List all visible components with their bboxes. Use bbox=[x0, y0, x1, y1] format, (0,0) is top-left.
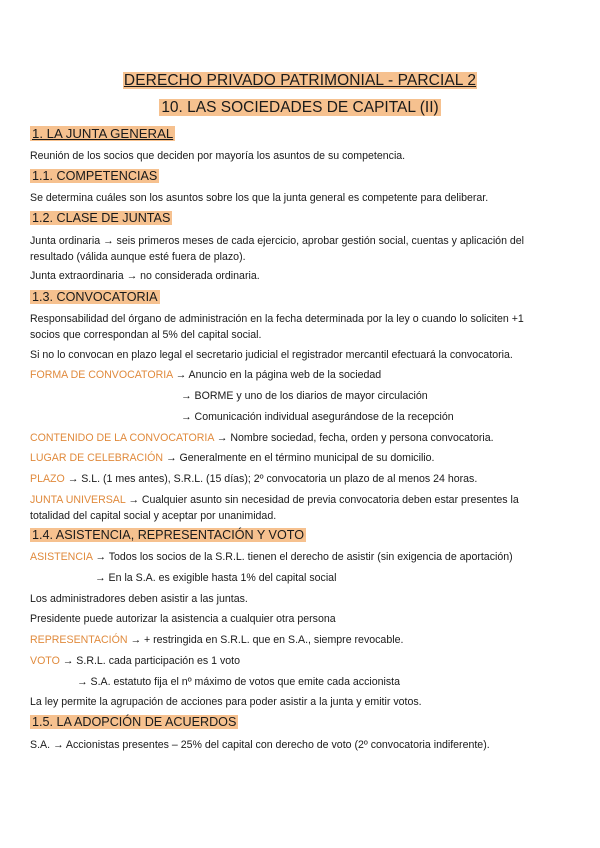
lugar-celebracion-line bbox=[30, 450, 550, 466]
plazo-text: → S.L. (1 mes antes), S.R.L. (15 días); 2º convocatoria un plazo de al menos 24 horas. bbox=[64, 473, 478, 485]
plazo-keyword: PLAZO bbox=[30, 473, 65, 485]
junta-ordinaria-text: Junta ordinaria → seis primeros meses de cada ejercicio, aprobar gestión social, cuentas y aplicación del resultado (válida aunque esté fuera de plazo). bbox=[30, 235, 525, 263]
section-1-2-heading-text: 1.2. CLASE DE JUNTAS bbox=[32, 211, 171, 225]
junta-extraordinaria-text: Junta extraordinaria → no considerada ordinaria. bbox=[30, 270, 260, 282]
document-subtitle-text: 10. LAS SOCIEDADES DE CAPITAL (II) bbox=[161, 99, 439, 116]
document-title-text: DERECHO PRIVADO PATRIMONIAL - PARCIAL 2 bbox=[123, 72, 477, 89]
section-1-1-heading bbox=[30, 169, 159, 183]
contenido-convocatoria-line bbox=[30, 430, 550, 446]
presidente-text: Presidente puede autorizar la asistencia a cualquier otra persona bbox=[30, 613, 336, 625]
agrupacion-acciones-text: La ley permite la agrupación de acciones para poder asistir a la junta y emitir votos. bbox=[30, 696, 422, 708]
asistencia-srl-text: → Todos los socios de la S.R.L. tienen el derecho de asistir (sin exigencia de aportación) bbox=[92, 551, 513, 563]
section-1-3-heading-text: 1.3. CONVOCATORIA bbox=[32, 290, 158, 304]
section-1-1-heading-text: 1.1. COMPETENCIAS bbox=[32, 169, 158, 183]
section-1-5-heading bbox=[30, 715, 238, 729]
section-1-heading-text: 1. LA JUNTA GENERAL bbox=[32, 126, 174, 141]
forma-convocatoria-web: → Anuncio en la página web de la sociedad bbox=[172, 369, 382, 381]
lugar-celebracion-keyword: LUGAR DE CELEBRACIÓN bbox=[30, 452, 164, 464]
section-1-heading bbox=[30, 126, 175, 141]
asistencia-sa-text: → En la S.A. es exigible hasta 1% del capital social bbox=[95, 572, 337, 584]
voto-sa-text: → S.A. estatuto fija el nº máximo de votos que emite cada accionista bbox=[77, 676, 401, 688]
convocatoria-responsabilidad: Responsabilidad del órgano de administración en la fecha determinada por la ley o cuando lo soliciten +1 socios que correspondan al 5% del capital social. bbox=[30, 313, 524, 341]
voto-srl-text: → S.R.L. cada participación es 1 voto bbox=[59, 655, 241, 667]
adopcion-acuerdos-text: S.A. → Accionistas presentes – 25% del capital con derecho de voto (2º convocatoria indiferente). bbox=[30, 739, 490, 751]
asistencia-keyword: ASISTENCIA bbox=[30, 551, 93, 563]
plazo-line bbox=[30, 471, 550, 487]
junta-universal-line bbox=[30, 492, 550, 524]
voto-keyword: VOTO bbox=[30, 655, 60, 667]
document-subtitle bbox=[0, 99, 600, 117]
forma-convocatoria-comunicacion: → Comunicación individual asegurándose de la recepción bbox=[181, 411, 454, 423]
convocatoria-plazo-legal: Si no lo convocan en plazo legal el secretario judicial el registrador mercantil efectuará la convocatoria. bbox=[30, 349, 513, 361]
contenido-convocatoria-text: → Nombre sociedad, fecha, orden y persona convocatoria. bbox=[213, 432, 494, 444]
section-1-5-heading-text: 1.5. LA ADOPCIÓN DE ACUERDOS bbox=[32, 715, 237, 729]
section-1-intro: Reunión de los socios que deciden por mayoría los asuntos de su competencia. bbox=[30, 150, 406, 162]
document-title bbox=[0, 72, 600, 90]
representacion-keyword: REPRESENTACIÓN bbox=[30, 634, 128, 646]
lugar-celebracion-text: → Generalmente en el término municipal de su domicilio. bbox=[163, 452, 435, 464]
section-1-3-heading bbox=[30, 290, 160, 304]
forma-convocatoria-keyword: FORMA DE CONVOCATORIA bbox=[30, 369, 173, 381]
junta-universal-text: → Cualquier asunto sin necesidad de previa convocatoria deben estar presentes la totalidad del capital social y aceptar por unanimidad. bbox=[30, 494, 519, 522]
forma-convocatoria-line bbox=[30, 367, 550, 383]
forma-convocatoria-borme: → BORME y uno de los diarios de mayor circulación bbox=[181, 390, 428, 402]
representacion-text: → + restringida en S.R.L. que en S.A., siempre revocable. bbox=[127, 634, 404, 646]
section-1-2-heading bbox=[30, 211, 172, 225]
section-1-4-heading bbox=[30, 528, 306, 542]
contenido-convocatoria-keyword: CONTENIDO DE LA CONVOCATORIA bbox=[30, 432, 214, 444]
section-1-1-text: Se determina cuáles son los asuntos sobre los que la junta general es competente para deliberar. bbox=[30, 192, 489, 204]
section-1-4-heading-text: 1.4. ASISTENCIA, REPRESENTACIÓN Y VOTO bbox=[32, 528, 305, 542]
representacion-line bbox=[30, 632, 550, 648]
administradores-text: Los administradores deben asistir a las juntas. bbox=[30, 593, 248, 605]
voto-line bbox=[30, 653, 550, 669]
asistencia-line bbox=[30, 549, 550, 565]
junta-universal-keyword: JUNTA UNIVERSAL bbox=[30, 494, 126, 506]
